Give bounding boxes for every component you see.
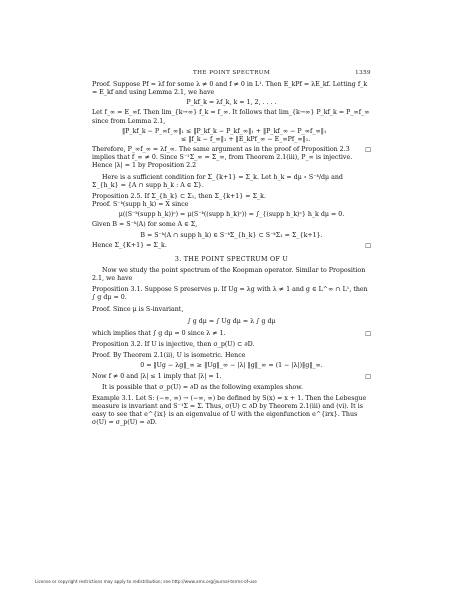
- page-number: 1359: [355, 70, 371, 76]
- proof: Proof. S⁻ᵏ(supp h_k) = X since: [92, 201, 189, 209]
- paragraph-text: Now f ≠ 0 and |λ| ≤ 1 imply that |λ| = 1.: [92, 372, 222, 380]
- equation-line: ‖P_kf_k − P_∞f_∞‖₁ ≤ ‖P_kf_k − P_kf_∞‖₁ + ‖P_kf_∞ − P_∞f_∞‖₁: [122, 127, 327, 135]
- proof: Proof. By Theorem 2.1(ii), U is isometric. Hence: [92, 352, 246, 360]
- equation-line: ≤ ‖f_k − f_∞‖₁ + ‖E_kPf_∞ − E_∞Pf_∞‖₁.: [181, 135, 311, 143]
- section-heading: 3. THE POINT SPECTRUM OF U: [174, 255, 289, 263]
- paragraph: Here is a sufficient condition for Σ_{k+1} = Σ_k. Let h_k = dμ ∘ S⁻ᵏ/dμ and Σ_{h_k} = {A ∩ supp h_k : A ∈ Σ}.: [92, 173, 343, 189]
- display-equation: μ((S⁻ᵏ(supp h_k))ᶜ) = μ(S⁻ᵏ((supp h_k)ᶜ)) = ∫_{(supp h_k)ᶜ} h_k dμ = 0.: [118, 211, 345, 219]
- paragraph: It is possible that σ_p(U) = ∂D as the following examples show.: [102, 383, 303, 391]
- qed-mark: ☐: [365, 329, 371, 338]
- paragraph: Let f_∞ = E_∞f. Then lim_{k→∞} f_k = f_∞. It follows that lim_{k→∞} P_kf_k = P_∞f_∞ since from Lemma 2.1,: [92, 109, 370, 125]
- proposition-3-2: Proposition 3.2. If U is injective, then σ_p(U) ⊂ ∂D.: [92, 341, 255, 349]
- display-equation: 0 = ‖Ug − λg‖_∞ ≥ ‖Ug‖_∞ − |λ| ‖g‖_∞ = (1 − |λ|)‖g‖_∞.: [140, 362, 323, 370]
- qed-mark: ☐: [365, 372, 371, 381]
- display-equation: P_kf_k = λf_k, k = 1, 2, . . . .: [186, 99, 277, 107]
- paragraph: [92, 242, 371, 250]
- page-body: [92, 81, 371, 427]
- paragraph-text: Hence Σ_{K+1} = Σ_k.: [92, 241, 167, 249]
- display-equation: [92, 128, 371, 144]
- paragraph: [92, 146, 371, 170]
- paragraph-text: which implies that ∫ g dμ = 0 since λ ≠ 1.: [92, 329, 226, 337]
- display-equation: B = S⁻ᵏ(A ∩ supp h_k) ∈ S⁻ᵏΣ_{h_k} ⊂ S⁻ᵏΣ₁ = Σ_{k+1}.: [140, 231, 323, 239]
- example-3-1: Example 3.1. Let S: (−∞, ∞) → (−∞, ∞) be defined by S(x) = x + 1. Then the Lebesgue measure is invariant and S⁻¹Σ = Σ. Thus, σ(U) ⊂ ∂D by Theorem 2.1(iii) and (vi). It is easy to see that e^{ix} is an eigenvalue of U with the eigenfunction e^{irx}. Thus σ(U) = σ_p(U) = ∂D.: [92, 394, 367, 427]
- paragraph-text: Therefore, P_∞f_∞ = λf_∞. The same argument as in the proof of Proposition 2.3 implies that f_∞ ≠ 0. Since S⁻¹Σ_∞ = Σ_∞, from Theorem 2.1(iii), P_∞ is injective. Hence |λ| = 1 by Proposition 2.2: [92, 146, 353, 170]
- running-header: [92, 70, 371, 76]
- paragraph: [92, 330, 371, 338]
- running-title: THE POINT SPECTRUM: [193, 70, 270, 76]
- paragraph: Now we study the point spectrum of the Koopman operator. Similar to Proposition 2.1, we have: [92, 266, 366, 283]
- license-footer: License or copyright restrictions may apply to redistribution; see http://www.ams.org/journal-terms-of-use: [35, 579, 257, 584]
- proposition-2-5: Proposition 2.5. If Σ_{h_k} ⊂ Σ₁, then Σ_{k+1} = Σ_k.: [92, 192, 267, 200]
- display-equation: ∫ g dμ = ∫ Ug dμ = λ ∫ g dμ: [187, 317, 276, 325]
- qed-mark: ☐: [365, 241, 371, 250]
- paragraph: Proof. Suppose Pf = λf for some λ ≠ 0 and f ≠ 0 in L¹. Then E_kPf = λE_kf. Letting f_k = E_kf and using Lemma 2.1, we have: [92, 81, 368, 97]
- proposition-3-1: Proposition 3.1. Suppose S preserves μ. If Ug = λg with λ ≠ 1 and g ∈ L^∞ ∩ L¹, then ∫ g dμ = 0.: [92, 286, 368, 302]
- qed-mark: ☐: [365, 146, 371, 155]
- proof: Proof. Since μ is S-invariant,: [92, 305, 184, 313]
- paragraph: [92, 373, 371, 381]
- paragraph: Given B = S⁻ᵏ(A) for some A ∈ Σ,: [92, 221, 198, 229]
